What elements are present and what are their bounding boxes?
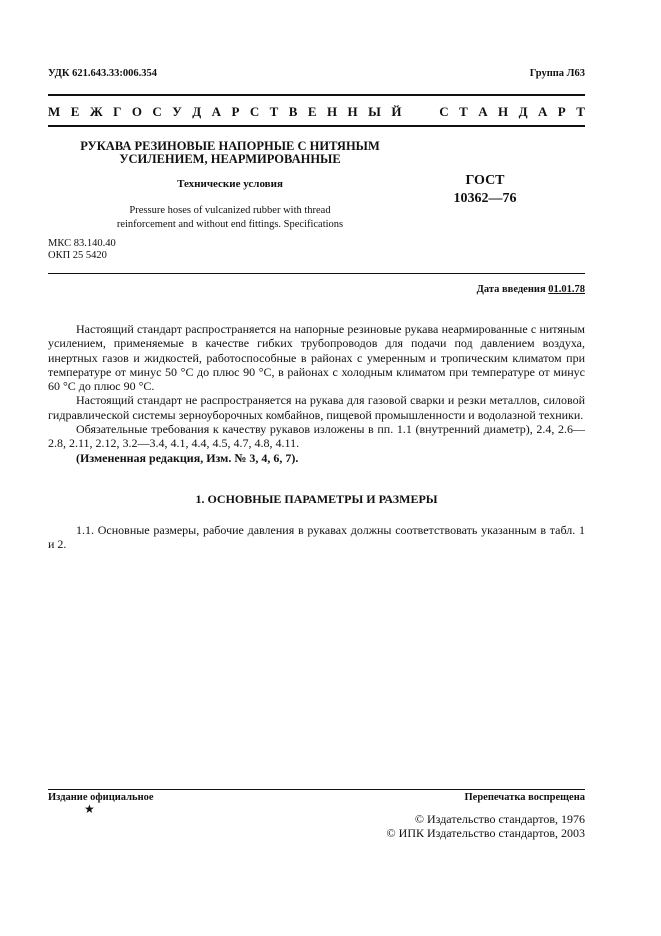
banner-letter (426, 104, 429, 122)
copyright-2003: © ИПК Издательство стандартов, 2003 (386, 826, 585, 840)
banner-letter: А (537, 104, 548, 119)
banner-letter: У (172, 104, 182, 119)
banner-letter: Н (498, 104, 509, 119)
intro-date-label: Дата введения (476, 284, 546, 295)
title-line-1: РУКАВА РЕЗИНОВЫЕ НАПОРНЫЕ С НИТЯНЫМ (80, 139, 380, 153)
scope-paragraph-1: Настоящий стандарт распространяется на напорные резиновые рукава неармированные с нитяным усилением, применяемые в качестве гибких трубопроводов для подачи под давлением воздуха, инертных газов и жидкостей, работоспособные в районах с умеренным и тропическим климатом при температуре от минус 50 °С до плюс 90 °С, в районах с холодным климатом при температуре от минус 60 °С до плюс 90 °С. (48, 322, 585, 394)
banner-letter: А (211, 104, 221, 119)
header-bottom-rule (48, 273, 585, 274)
banner-letter: Д (192, 104, 202, 119)
document-title-ru (70, 140, 390, 166)
banner-letter: О (131, 104, 142, 119)
banner-letter: Й (391, 104, 402, 119)
clause-1-1-text: 1.1. Основные размеры, рабочие давления в рукавах должны соответствовать указанным в табл. 1 и 2. (48, 523, 585, 552)
top-rule (48, 94, 585, 96)
copyright-1976: © Издательство стандартов, 1976 (414, 812, 585, 826)
banner-letter: С (152, 104, 162, 119)
scope-text (48, 322, 585, 465)
scope-paragraph-3: Обязательные требования к качеству рукавов изложены в пп. 1.1 (внутренний диаметр), 2.4, 2.6—2.8, 2.11, 2.12, 3.2—3.4, 4.1, 4.4, 4.5, 4.7, 4.8, 4.11. (48, 422, 585, 451)
udc-code: УДК 621.643.33:006.354 (48, 68, 157, 79)
group-code: Группа Л63 (529, 68, 585, 79)
banner-letter: Ы (368, 104, 381, 119)
banner-letter: Е (307, 104, 317, 119)
mks-code: МКС 83.140.40 (48, 238, 116, 249)
banner-letter: Г (113, 104, 122, 119)
copyright-block (387, 812, 585, 840)
footer-rule (48, 789, 585, 790)
introduction-date (477, 284, 585, 295)
banner-letter: Т (269, 104, 279, 119)
banner-letter: Н (326, 104, 338, 119)
title-en-line-1: Pressure hoses of vulcanized rubber with thread (129, 205, 331, 216)
banner-letter: А (478, 104, 488, 119)
section-1-title: 1. ОСНОВНЫЕ ПАРАМЕТРЫ И РАЗМЕРЫ (195, 492, 438, 506)
banner-letter: Д (518, 104, 528, 119)
banner-letter: Е (70, 104, 80, 119)
gost-label: ГОСТ (465, 173, 505, 188)
banner-letter: С (439, 104, 449, 119)
banner-letter: Т (576, 104, 585, 119)
banner-letter: Р (557, 104, 566, 119)
amendment-note: (Измененная редакция, Изм. № 3, 4, 6, 7). (76, 450, 299, 465)
okp-code: ОКП 25 5420 (48, 250, 107, 261)
banner-letter: В (288, 104, 298, 119)
banner-letter (412, 104, 415, 122)
document-subtitle: Технические условия (177, 178, 283, 190)
scope-paragraph-2: Настоящий стандарт не распространяется на рукава для газовой сварки и резки металлов, силовой гидравлической системы зерноуборочных комбайнов, пищевой промышленности и водолазной техники. (48, 393, 585, 422)
interstate-standard-banner (48, 104, 585, 122)
gost-designation (440, 172, 530, 208)
banner-letter: Н (347, 104, 358, 119)
clause-1-1 (48, 523, 585, 552)
banner-letter: М (48, 104, 61, 119)
document-title-en (70, 204, 390, 232)
intro-date-value: 01.01.78 (548, 284, 585, 295)
reprint-prohibited: Перепечатка воспрещена (464, 792, 585, 803)
star-icon: ★ (84, 802, 95, 816)
banner-letter: С (249, 104, 260, 119)
banner-letter: Р (231, 104, 240, 119)
title-line-2: УСИЛЕНИЕМ, НЕАРМИРОВАННЫЕ (119, 152, 341, 166)
banner-letter: Т (459, 104, 468, 119)
official-edition: Издание официальное (48, 792, 154, 803)
banner-bottom-rule (48, 125, 585, 127)
title-en-line-2: reinforcement and without end fittings. Specifications (116, 219, 344, 230)
banner-letter: Ж (89, 104, 103, 119)
gost-number: 10362—76 (453, 191, 517, 206)
classification-codes (48, 238, 116, 262)
